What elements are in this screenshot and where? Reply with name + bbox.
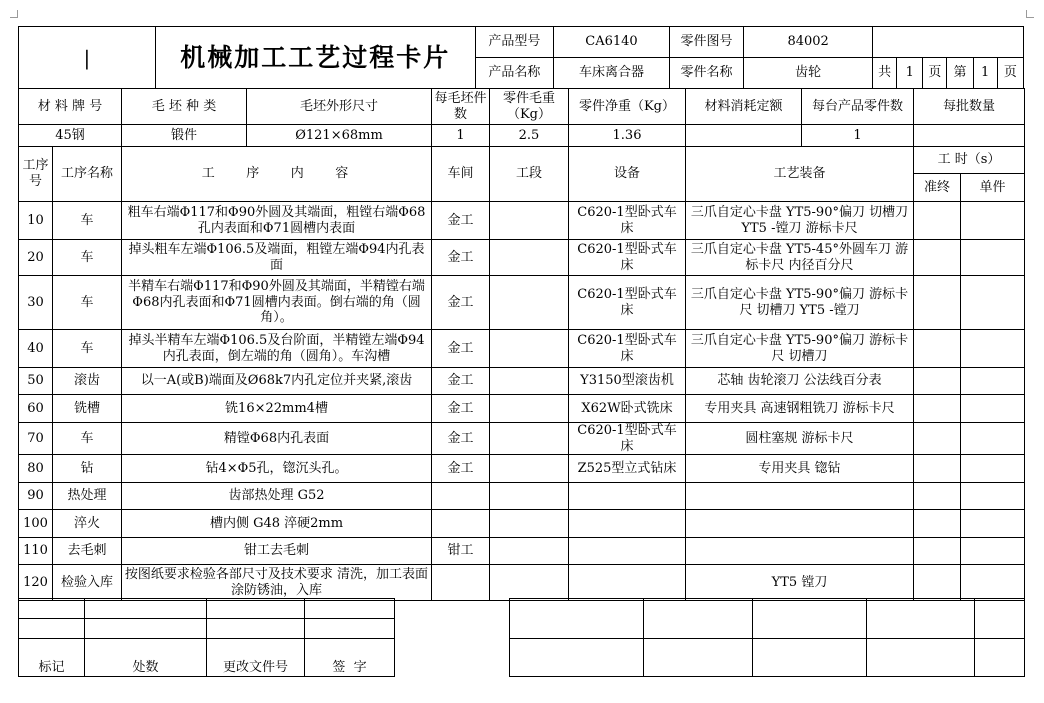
row-seq: 120 [19,565,53,601]
process-row [19,483,1025,510]
row-section [490,423,569,455]
row-unit-time [961,510,1025,538]
row-op-name: 热处理 [53,483,122,510]
row-op-name: 车 [53,330,122,368]
total-pages: 1 [897,58,923,89]
part-name-value: 齿轮 [744,58,873,89]
footer-cell [753,599,867,639]
blank-type-label: 毛 坯 种 类 [122,89,247,125]
footer-cell [753,639,867,677]
row-tooling [686,538,914,565]
row-op-name: 车 [53,423,122,455]
blank-size-label: 毛坯外形尺寸 [247,89,432,125]
row-section [490,330,569,368]
process-row [19,565,1025,601]
row-op-name: 钻 [53,455,122,483]
row-section [490,395,569,423]
row-unit-time [961,483,1025,510]
row-tooling [686,483,914,510]
row-tooling: 圆柱塞规 游标卡尺 [686,423,914,455]
parts-per-product: 1 [802,125,914,147]
process-row [19,202,1025,240]
row-equipment: Z525型立式钻床 [569,455,686,483]
row-op-name: 滚齿 [53,368,122,395]
row-content: 半精车右端Φ117和Φ90外圆及其端面，半精镗右端Φ68内孔表面和Φ71圆槽内表面。倒右端的角（圆角）。 [122,276,432,330]
row-workshop: 钳工 [432,538,490,565]
row-op-name: 淬火 [53,510,122,538]
footer-cell [510,599,644,639]
row-content: 以一A(或B)端面及Ø68k7内孔定位并夹紧,滚齿 [122,368,432,395]
footer-mark-label: 标记 [19,639,85,677]
company-logo: | [19,27,156,89]
row-tooling: 三爪自定心卡盘 YT5-90°偏刀 切槽刀 YT5 -镗刀 游标卡尺 [686,202,914,240]
row-section [490,510,569,538]
row-workshop: 金工 [432,276,490,330]
col-section-header: 工段 [490,147,569,202]
row-equipment [569,565,686,601]
footer-sign-label: 签 字 [305,639,395,677]
part-gross-weight-label: 零件毛重（Kg） [490,89,569,125]
crop-mark-top-left [10,10,18,18]
row-workshop: 金工 [432,423,490,455]
part-net-weight: 1.36 [569,125,686,147]
row-equipment: C620-1型卧式车床 [569,276,686,330]
row-equipment: C620-1型卧式车床 [569,240,686,276]
col-unit-time-header: 单件 [961,174,1025,202]
product-name-label: 产品名称 [475,58,553,89]
row-tooling [686,510,914,538]
row-seq: 40 [19,330,53,368]
row-section [490,538,569,565]
col-prep-time-header: 准终 [914,174,961,202]
process-row [19,423,1025,455]
row-seq: 90 [19,483,53,510]
row-prep-time [914,276,961,330]
row-prep-time [914,565,961,601]
row-unit-time [961,330,1025,368]
footer-count-label: 处数 [85,639,207,677]
footer-cell [975,599,1025,639]
row-equipment [569,483,686,510]
row-unit-time [961,455,1025,483]
row-prep-time [914,455,961,483]
footer-cell [19,599,85,619]
process-row [19,240,1025,276]
row-section [490,455,569,483]
part-net-weight-label: 零件净重（Kg） [569,89,686,125]
row-equipment: X62W卧式铣床 [569,395,686,423]
blank-type: 锻件 [122,125,247,147]
row-prep-time [914,423,961,455]
row-equipment: C620-1型卧式车床 [569,202,686,240]
pieces-per-blank-label: 每毛坯件数 [432,89,490,125]
footer-cell [19,619,85,639]
row-workshop [432,510,490,538]
row-section [490,276,569,330]
footer-cell [867,639,975,677]
process-table [18,88,1025,601]
footer-cell [305,619,395,639]
row-section [490,565,569,601]
row-tooling: 三爪自定心卡盘 YT5-90°偏刀 游标卡尺 切槽刀 YT5 -镗刀 [686,276,914,330]
process-row [19,510,1025,538]
footer-cell [207,599,305,619]
part-gross-weight: 2.5 [490,125,569,147]
row-tooling: YT5 镗刀 [686,565,914,601]
row-workshop: 金工 [432,330,490,368]
row-content: 掉头半精车左端Φ106.5及台阶面，半精镗左端Φ94内孔表面，倒左端的角（圆角）。车沟槽 [122,330,432,368]
row-seq: 50 [19,368,53,395]
col-equipment-header: 设备 [569,147,686,202]
card-title: 机械加工工艺过程卡片 [155,27,475,89]
row-prep-time [914,483,961,510]
row-equipment: Y3150型滚齿机 [569,368,686,395]
row-seq: 100 [19,510,53,538]
process-row [19,368,1025,395]
row-content: 钻4×Φ5孔，锪沉头孔。 [122,455,432,483]
row-seq: 110 [19,538,53,565]
row-section [490,202,569,240]
row-content: 掉头粗车左端Φ106.5及端面，粗镗左端Φ94内孔表面 [122,240,432,276]
row-content: 铣16×22mm4槽 [122,395,432,423]
row-tooling: 专用夹具 高速钢粗铣刀 游标卡尺 [686,395,914,423]
total-label: 共 [873,58,897,89]
col-time-header: 工 时（s） [914,147,1025,174]
footer-spacer [395,619,510,639]
row-equipment: C620-1型卧式车床 [569,423,686,455]
row-tooling: 芯轴 齿轮滚刀 公法线百分表 [686,368,914,395]
row-unit-time [961,538,1025,565]
row-tooling: 专用夹具 锪钻 [686,455,914,483]
row-op-name: 车 [53,202,122,240]
row-unit-time [961,423,1025,455]
row-section [490,368,569,395]
row-section [490,483,569,510]
row-prep-time [914,202,961,240]
row-unit-time [961,368,1025,395]
footer-cell [85,619,207,639]
row-content: 按图纸要求检验各部尺寸及技术要求 清洗，加工表面涂防锈油，入库 [122,565,432,601]
material-header-row [19,89,1025,125]
row-seq: 70 [19,423,53,455]
row-content: 槽内侧 G48 淬硬2mm [122,510,432,538]
signoff-area [18,598,1025,677]
parts-per-product-label: 每台产品零件数 [802,89,914,125]
row-workshop [432,483,490,510]
row-content: 钳工去毛刺 [122,538,432,565]
row-op-name: 车 [53,240,122,276]
footer-cell [975,639,1025,677]
row-tooling: 三爪自定心卡盘 YT5-90°偏刀 游标卡尺 切槽刀 [686,330,914,368]
row-unit-time [961,202,1025,240]
footer-cell [867,599,975,639]
row-content: 粗车右端Φ117和Φ90外圆及其端面，粗镗右端Φ68孔内表面和Φ71圆槽内表面 [122,202,432,240]
part-drawing-label: 零件图号 [669,27,743,58]
part-drawing-value: 84002 [744,27,873,58]
row-prep-time [914,395,961,423]
crop-mark-top-right [1026,10,1034,18]
row-seq: 60 [19,395,53,423]
row-tooling: 三爪自定心卡盘 YT5-45°外圆车刀 游标卡尺 内径百分尺 [686,240,914,276]
footer-cell [644,599,753,639]
col-op-name-header: 工序名称 [53,147,122,202]
row-seq: 20 [19,240,53,276]
row-unit-time [961,240,1025,276]
row-equipment [569,510,686,538]
footer-cell [85,599,207,619]
row-seq: 80 [19,455,53,483]
col-tooling-header: 工艺装备 [686,147,914,202]
footer-spacer [395,599,510,619]
row-seq: 10 [19,202,53,240]
product-model-label: 产品型号 [475,27,553,58]
row-prep-time [914,538,961,565]
row-equipment: C620-1型卧式车床 [569,330,686,368]
row-op-name: 去毛刺 [53,538,122,565]
row-section [490,240,569,276]
material-grade-label: 材 料 牌 号 [19,89,122,125]
col-workshop-header: 车间 [432,147,490,202]
footer-change-doc-label: 更改文件号 [207,639,305,677]
row-prep-time [914,240,961,276]
row-content: 齿部热处理 G52 [122,483,432,510]
header-blank-cell [873,27,1024,58]
card-header [18,26,1024,89]
row-workshop: 金工 [432,368,490,395]
row-unit-time [961,276,1025,330]
process-row [19,538,1025,565]
batch-qty-label: 每批数量 [914,89,1025,125]
material-grade: 45钢 [19,125,122,147]
process-rows [19,202,1025,601]
product-name-value: 车床离合器 [554,58,670,89]
part-name-label: 零件名称 [669,58,743,89]
batch-qty [914,125,1025,147]
row-prep-time [914,330,961,368]
row-workshop [432,565,490,601]
page-label: 第 [947,58,973,89]
row-prep-time [914,368,961,395]
row-op-name: 车 [53,276,122,330]
row-workshop: 金工 [432,395,490,423]
row-workshop: 金工 [432,455,490,483]
material-value-row [19,125,1025,147]
footer-cell [510,639,644,677]
row-workshop: 金工 [432,240,490,276]
process-row [19,276,1025,330]
row-equipment [569,538,686,565]
row-op-name: 铣槽 [53,395,122,423]
col-content-header: 工 序 内 容 [122,147,432,202]
col-seq-header: 工序号 [19,147,53,202]
material-quota [686,125,802,147]
footer-cell [207,619,305,639]
blank-size: Ø121×68mm [247,125,432,147]
row-unit-time [961,395,1025,423]
process-row [19,455,1025,483]
column-header-row [19,147,1025,174]
page-unit-2: 页 [997,58,1023,89]
footer-cell [644,639,753,677]
product-model-value: CA6140 [554,27,670,58]
pieces-per-blank: 1 [432,125,490,147]
page-number: 1 [973,58,997,89]
material-quota-label: 材料消耗定额 [686,89,802,125]
row-seq: 30 [19,276,53,330]
row-unit-time [961,565,1025,601]
process-row [19,395,1025,423]
process-row [19,330,1025,368]
row-content: 精镗Φ68内孔表面 [122,423,432,455]
row-workshop: 金工 [432,202,490,240]
row-prep-time [914,510,961,538]
row-op-name: 检验入库 [53,565,122,601]
page-unit: 页 [923,58,947,89]
footer-cell [305,599,395,619]
footer-spacer [395,639,510,677]
